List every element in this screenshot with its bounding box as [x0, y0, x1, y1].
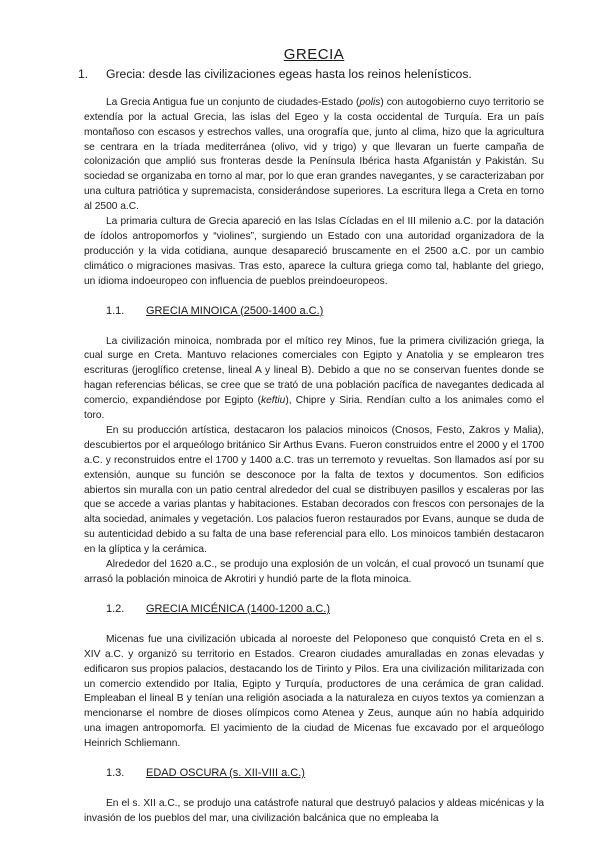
oscura-paragraph-1: En el s. XII a.C., se produjo una catástrofe natural que destruyó palacios y aldeas micénicas y la invasión de los pueblos del mar, una civilización balcánica que no empleaba la [84, 797, 544, 824]
intro-p1-polis: polis [359, 96, 381, 108]
page-title: GRECIA [283, 46, 345, 63]
section-number: 1.3. [106, 767, 125, 780]
intro-p1-text-a: La Grecia Antigua fue un conjunto de ciudades-Estado ( [106, 96, 360, 108]
section-title: EDAD OSCURA (s. XII-VIII a.C.) [146, 767, 305, 780]
intro-paragraph-1 [84, 96, 544, 215]
intro-p1-text-b: ) con autogobierno cuyo territorio se extendía por la actual Grecia, las islas del Egeo y la costa occidental de Turquía. Era un país montañoso con escasos y estrechos valles, una orografía que, junto al clima, hizo que la agricultura se centrara en la tríada mediterránea (olivo, vid y trigo) y que llevaran un fuerte campaña de colonización que amplió sus fronteras desde la Península Ibérica hasta Afganistán y Pakistán. Su sociedad se organizaba en torno al mar, por lo que eran grandes navegantes, y se caracterizaban por una cultura patriótica y supremacista, considerándose superiores. La escritura llega a Creta en torno al 2500 a.C. [84, 96, 545, 213]
section-heading-minoica [106, 304, 544, 319]
intro-paragraph-2: La primaria cultura de Grecia apareció en las Islas Cícladas en el III milenio a.C. por la datación de ídolos antropomorfos y “violines”, surgiendo un Estado con una autoridad organizadora de la producción y la vida cotidiana, aunque desapareció bruscamente en el 2500 a.C. por un cambio climático o migraciones masivas. Tras esto, aparece la cultura griega como tal, hablante del griego, un idioma indoeuropeo con influencia de pueblos preindoeuropeos. [84, 216, 544, 287]
main-heading [78, 67, 544, 82]
minoica-paragraph-3: Alrededor del 1620 a.C., se produjo una explosión de un volcán, el cual provocó un tsunamí que arrasó la población minoica de Akrotiri y hundió parte de la flota minoica. [84, 559, 544, 585]
main-heading-number: 1. [78, 66, 89, 81]
section-number: 1.1. [106, 304, 125, 317]
minoica-p1-text-b: ), Chipre y Siria. Rendían culto a los animales como el toro. [84, 395, 544, 422]
minoica-p1-text-a: La civilización minoica, nombrada por el mítico rey Minos, fue la primera civilización griega, la cual surge en Creta. Mantuvo relaciones comerciales con Egipto y Anatolia y se emplearon tres escrituras (jeroglífico cretense, lineal A y lineal B). Debido a que no se conservan fuentes donde se hagan referencias bélicas, se cree que se trató de una población pacífica de navegantes dedicada al comercio, expandiéndose por Egipto ( [84, 335, 544, 407]
minoica-paragraph-1 [84, 335, 544, 424]
section-title: GRECIA MINOICA (2500-1400 a.C.) [146, 304, 324, 317]
minoica-paragraph-2: En su producción artística, destacaron los palacios minoicos (Cnosos, Festo, Zakros y Malia), descubiertos por el arqueólogo británico Sir Arthus Evans. Fueron construidos entre el 2000 y el 1700 a.C. y reconstruidos entre el 1700 y 1400 a.C. tras un terremoto y revueltas. Son llamados así por su extensión, aunque su función se desconoce por la falta de textos y documentos. Son edificios abiertos sin muralla con un patio central alrededor del cual se distribuyen pasillos y escaleras por las que se accede a varias plantas y habitaciones. Estaban decorados con frescos con personajes de la alta sociedad, animales y vegetación. Los palacios fueron restaurados por Evans, aunque se duda de su autenticidad debido a su falta de una base referencial para ello. Los minoicos también destacaron en la glíptica y la cerámica. [84, 424, 544, 556]
minoica-p1-keftiu: keftiu [260, 395, 286, 407]
micenica-paragraph-1: Micenas fue una civilización ubicada al noroeste del Peloponeso que conquistó Creta en el s. XIV a.C. y organizó su territorio en Estados. Crearon ciudades amuralladas en zonas elevadas y edificaron sus propios palacios, destacando los de Tirinto y Pilos. Era una civilización militarizada con un comercio extendido por Italia, Egipto y Turquía, productores de una cerámica de gran calidad. Empleaban el lineal B y tenían una religión asociada a la naturaleza en cuyos textos ya comienzan a mencionarse el nombre de dioses olímpicos como Atenea y Zeus, aunque aún no había adquirido una imagen antropomorfa. El yacimiento de la ciudad de Micenas fue excavado por el arqueólogo Heinrich Schliemann. [84, 633, 544, 750]
main-heading-text: Grecia: desde las civilizaciones egeas hasta los reinos helenísticos. [106, 66, 472, 81]
section-number: 1.2. [106, 602, 125, 615]
section-title: GRECIA MICÉNICA (1400-1200 a.C.) [146, 602, 331, 615]
section-heading-oscura [106, 766, 544, 781]
section-heading-micenica [106, 602, 544, 617]
